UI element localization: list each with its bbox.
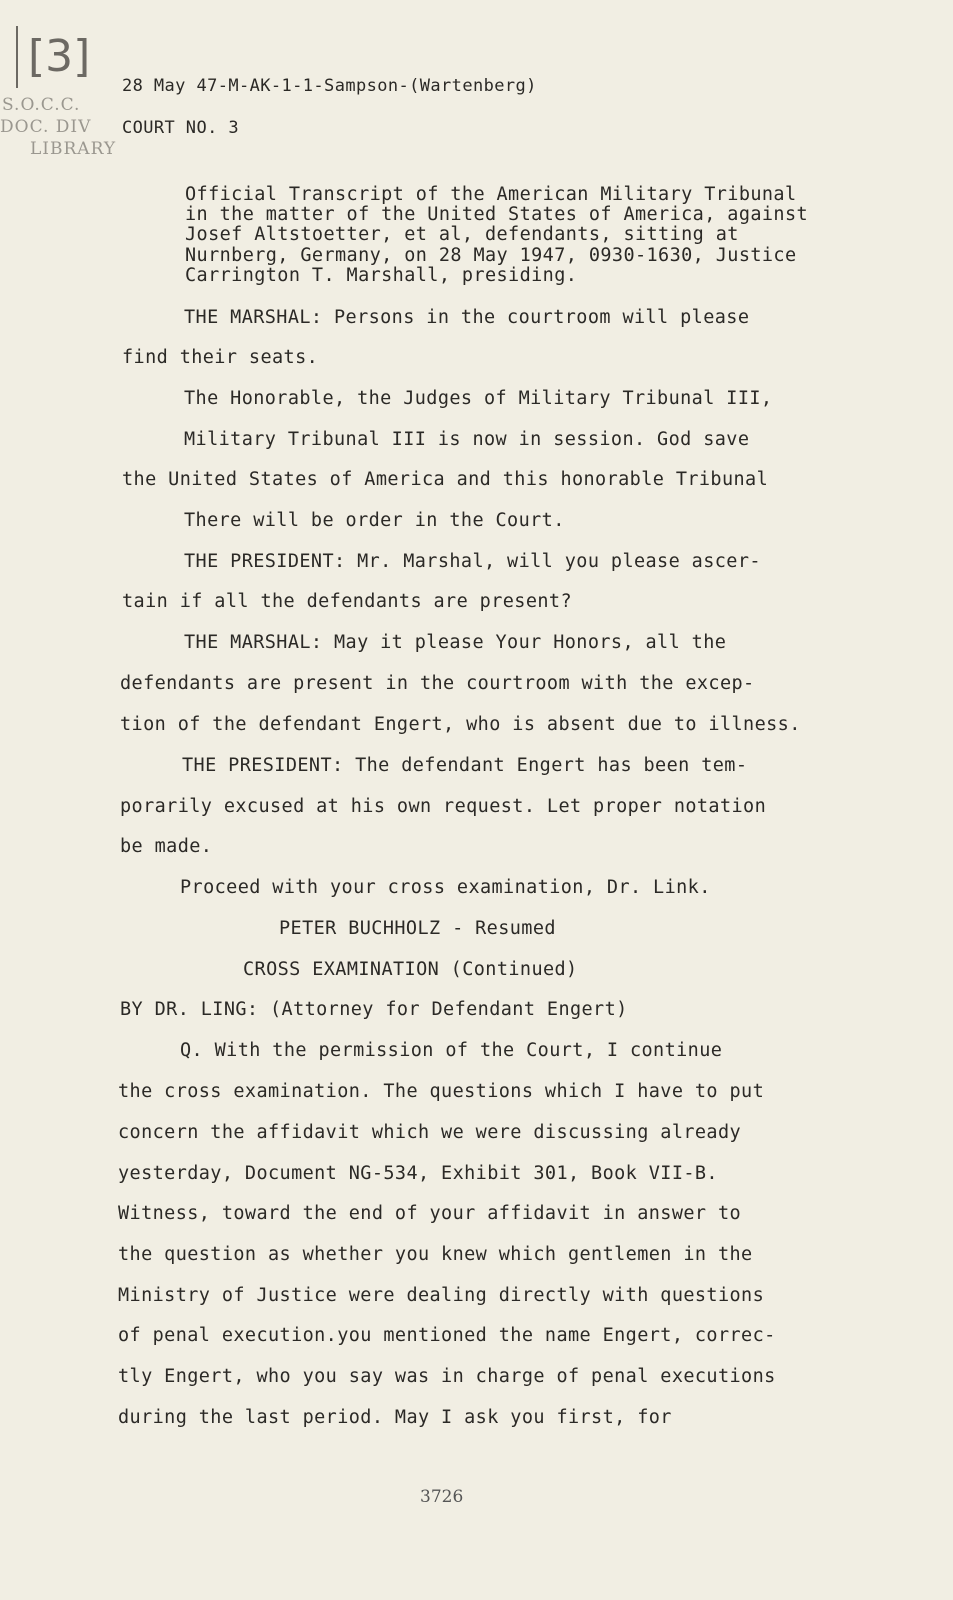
- body-line: THE PRESIDENT: Mr. Marshal, will you please ascer-: [184, 551, 761, 572]
- intro-line: in the matter of the United States of America, against: [185, 204, 809, 225]
- stamp-line: DOC. DIV: [0, 117, 92, 137]
- court-number: COURT NO. 3: [122, 118, 239, 138]
- intro-line: Carrington T. Marshall, presiding.: [185, 265, 578, 286]
- body-line: The Honorable, the Judges of Military Tribunal III,: [184, 388, 773, 409]
- stamp-line: S.O.C.C.: [2, 95, 81, 115]
- witness-heading: PETER BUCHHOLZ - Resumed: [279, 918, 556, 939]
- body-line: Q. With the permission of the Court, I continue: [180, 1040, 723, 1061]
- body-line: Military Tribunal III is now in session. God save: [184, 429, 750, 450]
- intro-line: Official Transcript of the American Military Tribunal: [185, 184, 797, 205]
- body-line: THE PRESIDENT: The defendant Engert has been tem-: [182, 755, 748, 776]
- body-line: concern the affidavit which we were discussing already: [118, 1122, 742, 1143]
- body-line: porarily excused at his own request. Let proper notation: [120, 796, 767, 817]
- body-line: be made.: [120, 836, 213, 857]
- intro-line: Nurnberg, Germany, on 28 May 1947, 0930-1630, Justice: [185, 245, 797, 266]
- margin-mark: [3]: [16, 26, 82, 88]
- body-line: There will be order in the Court.: [184, 510, 565, 531]
- header-line: 28 May 47-M-AK-1-1-Sampson-(Wartenberg): [122, 76, 537, 96]
- page-number: 3726: [420, 1487, 464, 1507]
- examiner-line: BY DR. LING: (Attorney for Defendant Engert): [120, 999, 628, 1020]
- body-line: tion of the defendant Engert, who is absent due to illness.: [120, 714, 801, 735]
- body-line: tly Engert, who you say was in charge of penal executions: [118, 1366, 776, 1387]
- body-line: tain if all the defendants are present?: [122, 591, 572, 612]
- intro-line: Josef Altstoetter, et al, defendants, sitting at: [185, 224, 739, 245]
- body-line: during the last period. May I ask you first, for: [118, 1407, 672, 1428]
- body-line: yesterday, Document NG-534, Exhibit 301, Book VII-B.: [118, 1163, 718, 1184]
- body-line: the question as whether you knew which gentlemen in the: [118, 1244, 753, 1265]
- body-line: of penal execution.you mentioned the name Engert, correc-: [118, 1325, 776, 1346]
- body-line: Witness, toward the end of your affidavit in answer to: [118, 1203, 742, 1224]
- body-line: the United States of America and this honorable Tribunal: [122, 469, 769, 490]
- body-line: the cross examination. The questions which I have to put: [118, 1081, 765, 1102]
- body-line: Proceed with your cross examination, Dr. Link.: [180, 877, 711, 898]
- body-line: find their seats.: [122, 347, 319, 368]
- body-line: THE MARSHAL: May it please Your Honors, all the: [184, 632, 727, 653]
- body-line: Ministry of Justice were dealing directly with questions: [118, 1285, 765, 1306]
- body-line: THE MARSHAL: Persons in the courtroom will please: [184, 307, 750, 328]
- section-heading: CROSS EXAMINATION (Continued): [243, 959, 578, 980]
- stamp-line: LIBRARY: [30, 139, 117, 159]
- body-line: defendants are present in the courtroom with the excep-: [120, 673, 755, 694]
- library-stamp: [0, 94, 116, 160]
